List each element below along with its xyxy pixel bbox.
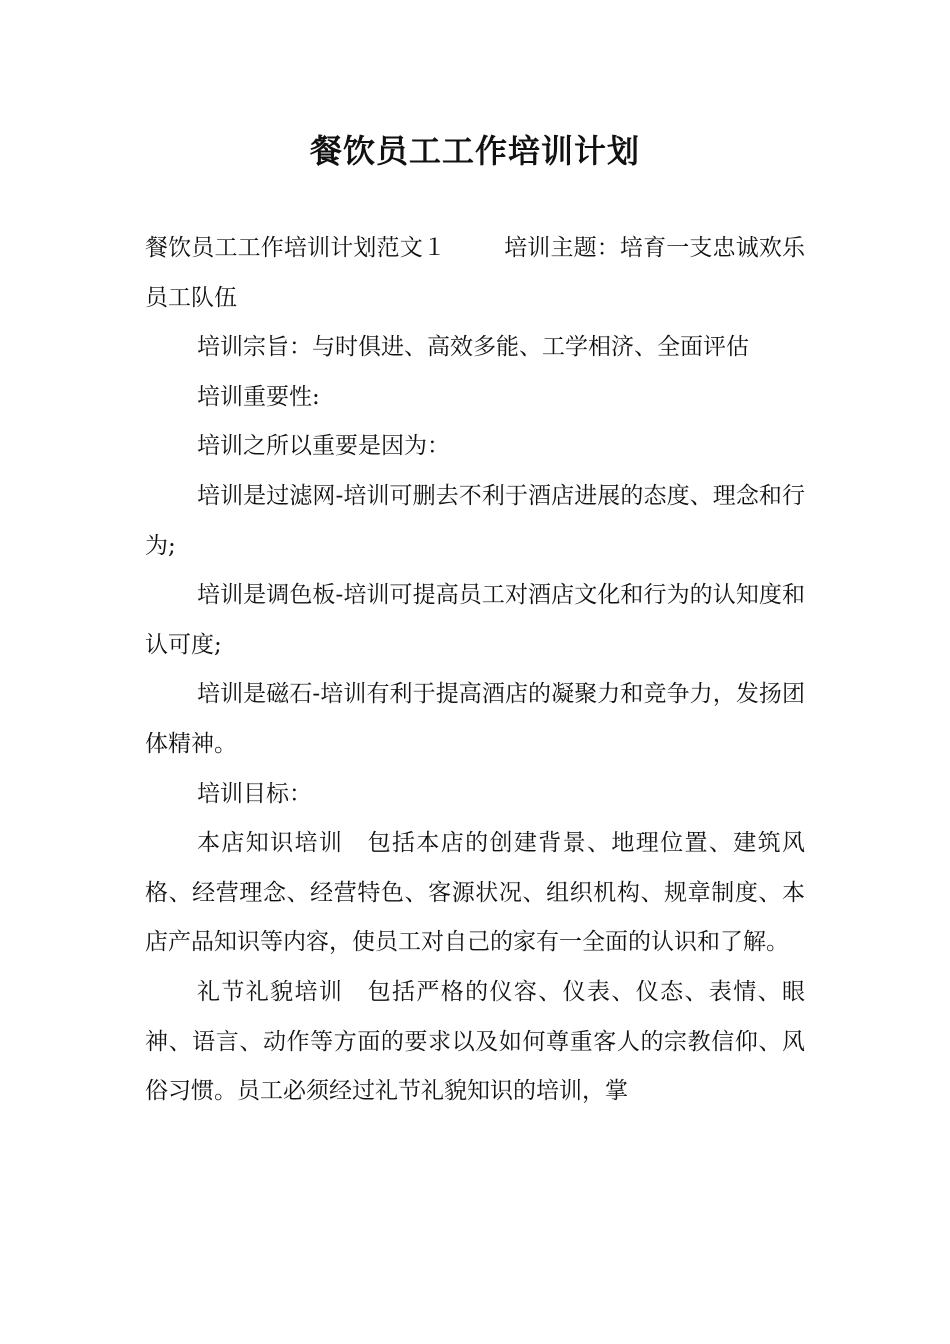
paragraph-palette: 培训是调色板-培训可提高员工对酒店文化和行为的认知度和认可度;	[145, 582, 805, 658]
intro-theme: 培训主题：培育一支忠诚欢乐员工队伍	[145, 235, 806, 311]
document-body	[145, 224, 805, 1117]
paragraph-goals-heading: 培训目标：	[197, 780, 312, 807]
paragraph-magnet: 培训是磁石-培训有利于提高酒店的凝聚力和竞争力，发扬团体精神。	[145, 681, 805, 757]
paragraph-purpose: 培训宗旨：与时俱进、高效多能、工学相济、全面评估	[197, 334, 749, 361]
paragraph-filter: 培训是过滤网-培训可删去不利于酒店进展的态度、理念和行为;	[145, 482, 805, 559]
paragraph-importance-heading: 培训重要性:	[197, 383, 320, 410]
intro-heading: 餐饮员工工作培训计划范文１	[145, 235, 446, 261]
paragraph-store-knowledge: 本店知识培训 包括本店的创建背景、地理位置、建筑风格、经营理念、经营特色、客源状况、组织机构、规章制度、本店产品知识等内容，使员工对自己的家有一全面的认识和了解。	[145, 830, 805, 956]
paragraph-etiquette: 礼节礼貌培训 包括严格的仪容、仪表、仪态、表情、眼神、语言、动作等方面的要求以及如何尊重客人的宗教信仰、风俗习惯。员工必须经过礼节礼貌知识的培训，掌	[145, 978, 805, 1105]
document-title: 餐饮员工工作培训计划	[309, 132, 640, 170]
paragraph-importance-reason: 培训之所以重要是因为：	[197, 433, 450, 460]
intro-paragraph	[145, 224, 805, 323]
